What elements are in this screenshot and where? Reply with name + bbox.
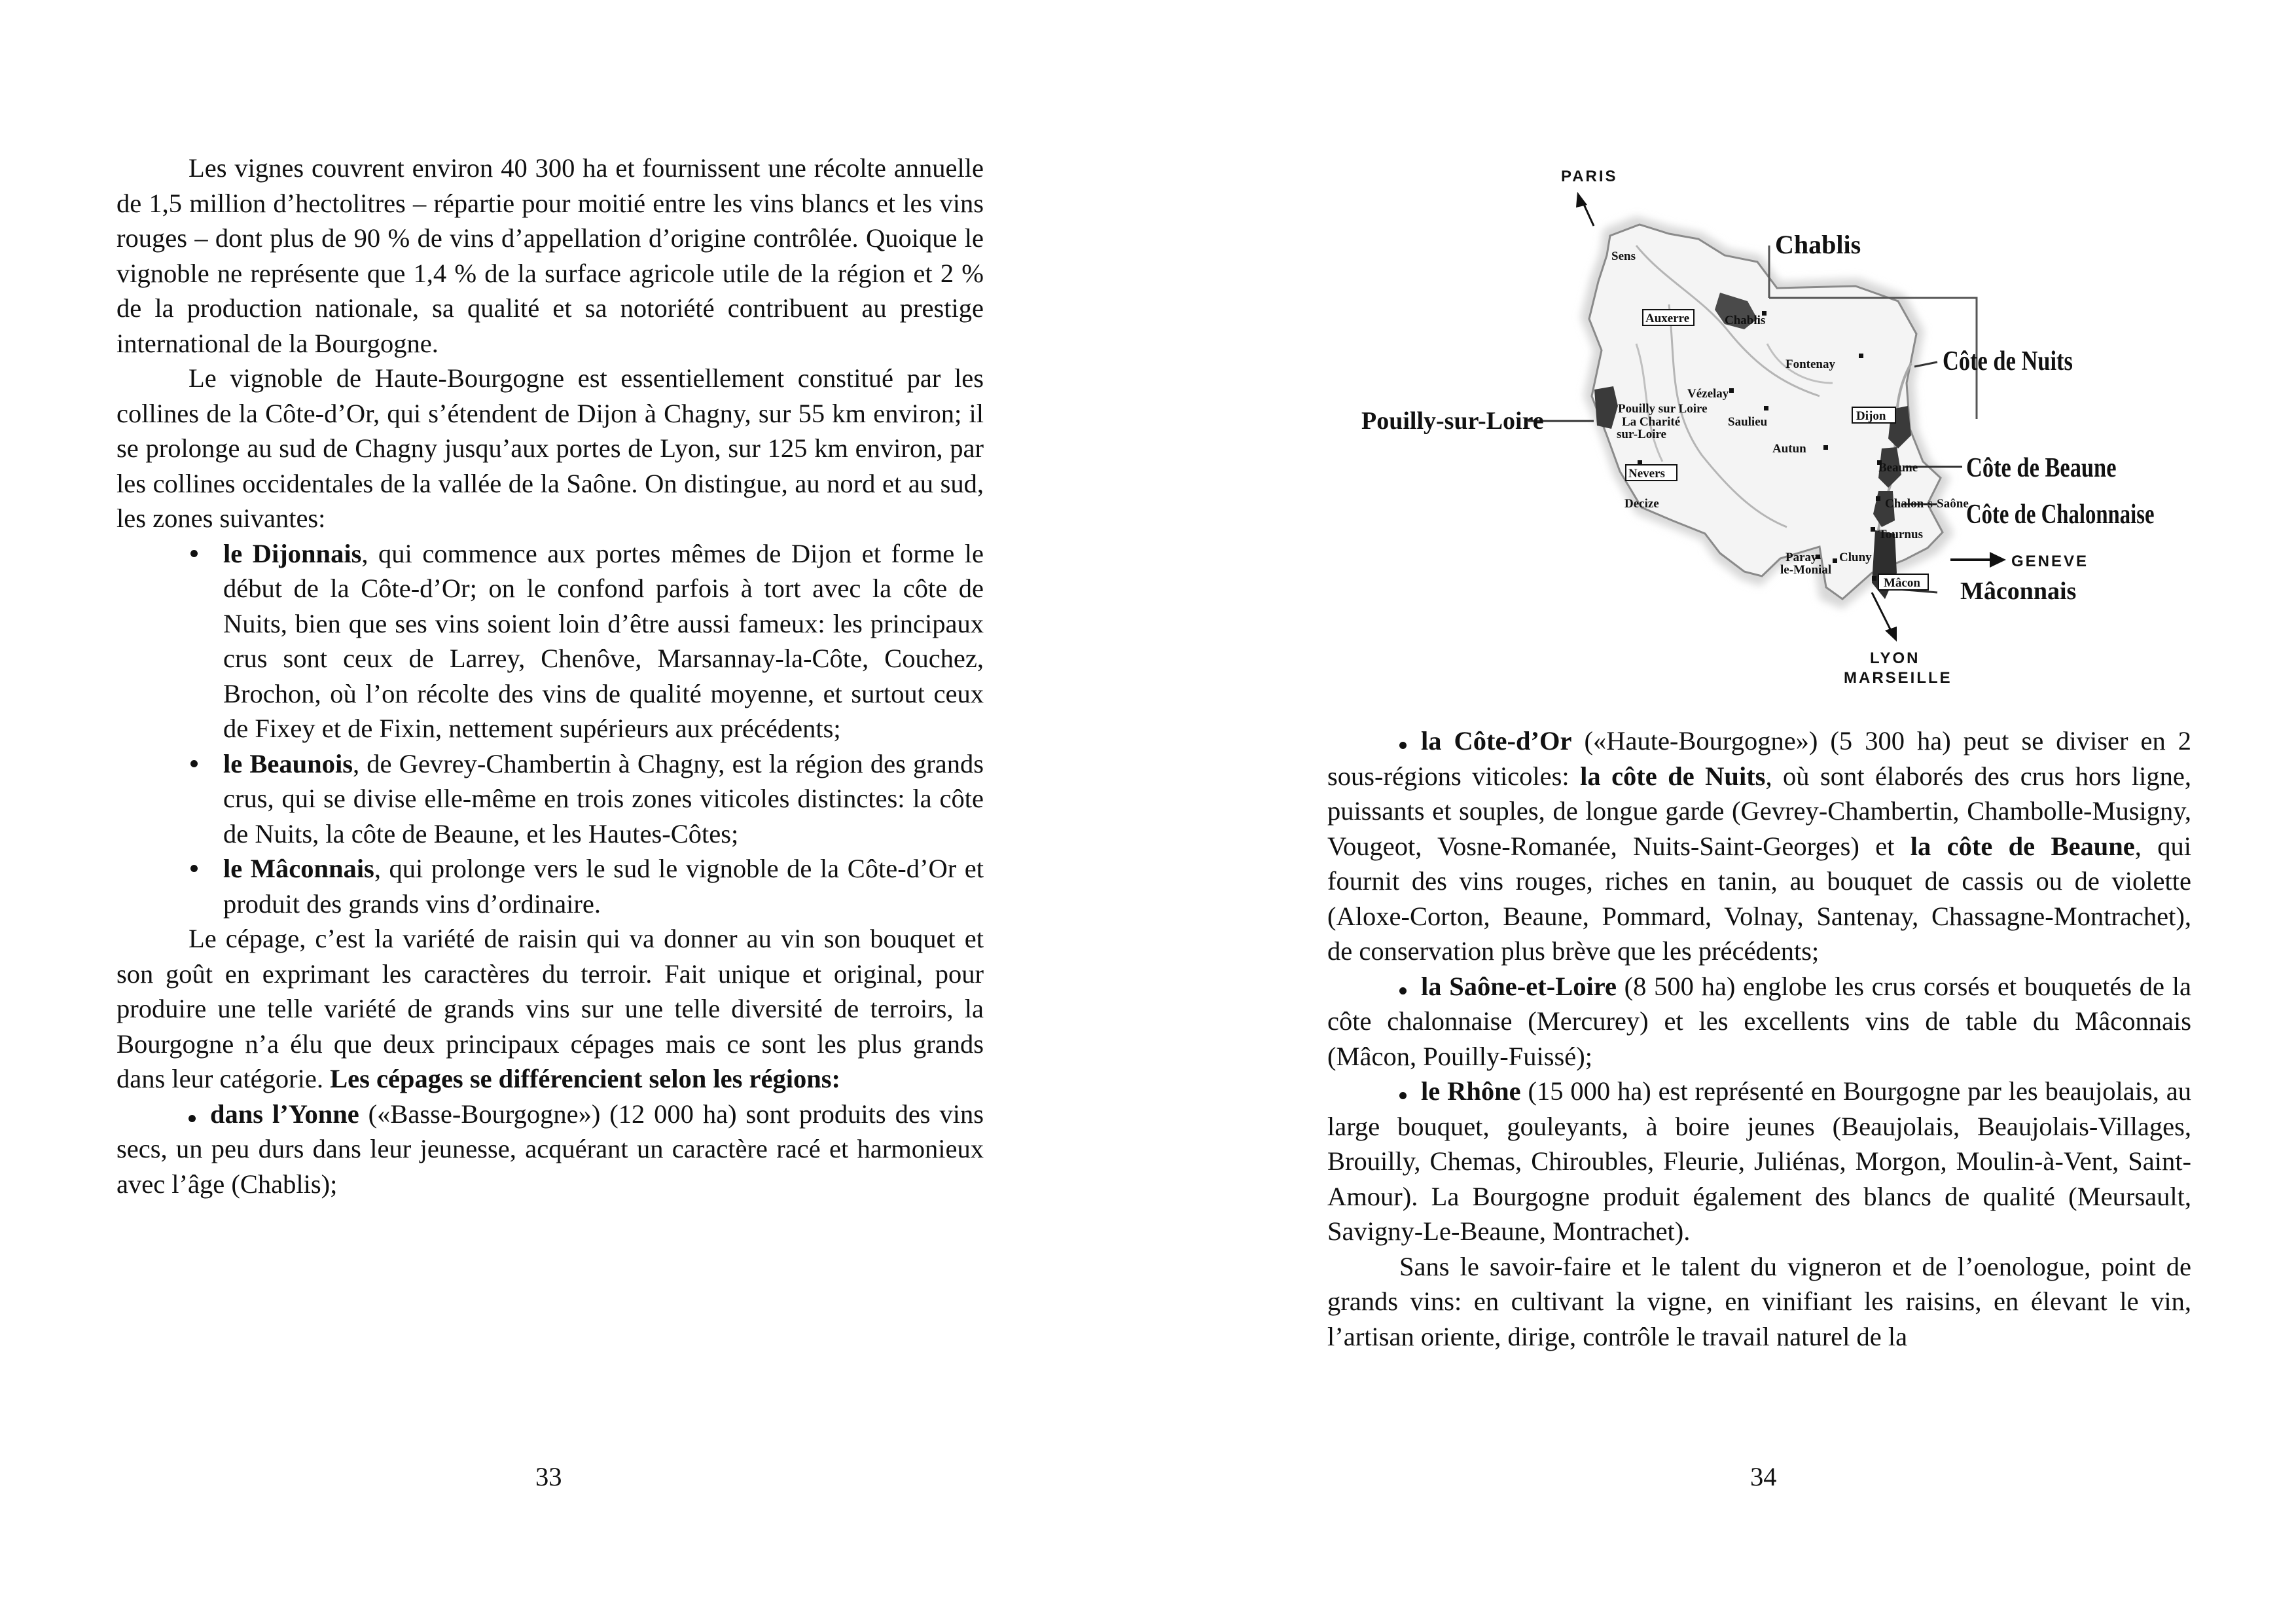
geneve-label: GENEVE xyxy=(2011,553,2089,570)
bullet-icon xyxy=(190,760,198,767)
cote-de-beaune-label: la côte de Beaune xyxy=(1910,831,2135,861)
town-la-charite: La Charité xyxy=(1622,415,1681,429)
text-run: («Haute-Bourgogne») (5 300 ha) peut se diviser en 2 sous-régions viticoles: xyxy=(1327,726,2191,791)
zone-description: , qui commence aux portes mêmes de Dijon et forme le début de la Côte-d’Or; on le confond parfois à tort avec la côte de Nuits, bien que ses vins soient loin d’être aussi fameux: les principaux crus sont ceux de Larrey, Chenôve, Marsannay-la-Côte, Couchez, Brochon, où l’on récolte des vins de qualité moyenne, et surtout ceux de Fixey et de Fixin, nettement supérieurs aux précédents; xyxy=(223,538,984,743)
zones-list xyxy=(117,536,984,922)
cote-de-nuits-label: Côte de Nuits xyxy=(1943,346,2073,376)
lyon-arrow xyxy=(1872,593,1892,632)
yonne-text: («Basse-Bourgogne») (12 000 ha) sont produits des vins secs, un peu durs dans leur jeunesse, acquérant un caractère racé et harmonieux avec l’âge (Chablis); xyxy=(117,1099,984,1199)
lyon-arrowhead xyxy=(1885,627,1897,642)
marseille-label: MARSEILLE xyxy=(1844,669,1952,687)
zone-description: , de Gevrey-Chambertin à Chagny, est la région des grands crus, qui se divise elle-même en trois zones viticoles distinctes: la côte de Nuits, la côte de Beaune, et les Hautes-Côtes; xyxy=(223,748,984,848)
maconnais-region-label: Mâconnais xyxy=(1960,577,2077,605)
pouilly-region-label: Pouilly-sur-Loire xyxy=(1361,407,1544,435)
right-page-text xyxy=(1327,723,2191,1354)
paragraph-haute-bourgogne: Le vignoble de Haute-Bourgogne est essentiellement constitué par les collines de la Côte-d’Or, qui s’étendent de Dijon à Chagny, sur 55 km environ; il se prolonge au sud de Chagny jusqu’aux portes de Lyon, sur 125 km environ, par les collines occidentales de la vallée de la Saône. On distingue, au nord et au sud, les zones suivantes: xyxy=(117,363,984,533)
paragraph-savoir-faire: Sans le savoir-faire et le talent du vigneron et de l’oenologue, point de grands vins: en cultivant la vigne, en vinifiant les raisins, en élevant le vin, l’artisan oriente, dirige, contrôle le travail naturel de la xyxy=(1327,1251,2191,1351)
left-page-text xyxy=(117,151,984,1201)
list-item xyxy=(223,851,984,921)
bullet-icon xyxy=(1399,1092,1407,1099)
zone-name: le Beaunois xyxy=(223,748,353,778)
town-autun: Autun xyxy=(1772,442,1806,456)
chablis-region-label: Chablis xyxy=(1775,230,1861,259)
town-fontenay: Fontenay xyxy=(1785,357,1835,371)
lyon-label: LYON xyxy=(1870,649,1920,667)
text-run: (8 500 ha) englobe les crus corsés et bouquetés de la côte chalonnaise (Mercurey) et les excellents vins de table du Mâconnais (Mâcon, Pouilly-Fuissé); xyxy=(1327,971,2191,1071)
bullet-icon xyxy=(1399,987,1407,994)
text-run: (15 000 ha) est représenté en Bourgogne par les beaujolais, au large bouquet, gouleyants, à boire jeunes (Beaujolais, Beaujolais-Villages, Brouilly, Chemas, Chiroubles, Fleurie, Juliénas, Morgon, Moulin-à-Vent, Saint-Amour). La Bourgogne produit également des blancs de qualité (Meursault, Savigny-Le-Beaune, Montrachet). xyxy=(1327,1076,2192,1246)
town-pouilly: Pouilly sur Loire xyxy=(1618,402,1708,416)
page-number-right: 34 xyxy=(1750,1462,1777,1491)
zone-description: , qui prolonge vers le sud le vignoble de la Côte-d’Or et produit des grands vins d’ordinaire. xyxy=(223,854,984,919)
bullet-icon xyxy=(190,550,198,557)
cepage-heading: Les cépages se différencient selon les régions: xyxy=(330,1064,840,1093)
town-nevers: Nevers xyxy=(1628,467,1665,481)
paragraph-cepage xyxy=(117,921,984,1097)
paris-label: PARIS xyxy=(1561,168,1618,185)
town-beaune: Beaune xyxy=(1878,461,1918,475)
paragraph-saone-et-loire xyxy=(1327,969,2191,1074)
yonne-label: dans l’Yonne xyxy=(210,1099,359,1129)
list-item xyxy=(223,746,984,852)
town-dijon: Dijon xyxy=(1856,409,1886,423)
town-la-charite-2: sur-Loire xyxy=(1617,428,1666,441)
paragraph-rhone xyxy=(1327,1074,2191,1249)
town-vezelay: Vézelay xyxy=(1687,387,1729,401)
town-paray-2: le-Monial xyxy=(1780,563,1832,577)
town-cluny: Cluny xyxy=(1839,551,1872,564)
cote-dor-label: la Côte-d’Or xyxy=(1421,726,1572,756)
paragraph-yonne xyxy=(117,1097,984,1202)
rhone-label: le Rhône xyxy=(1421,1076,1521,1106)
town-auxerre: Auxerre xyxy=(1645,312,1690,325)
town-macon: Mâcon xyxy=(1884,576,1920,590)
bullet-icon xyxy=(1399,742,1407,749)
paris-arrowhead xyxy=(1576,192,1587,208)
paragraph-vineyard-area: Les vignes couvrent environ 40 300 ha et fournissent une récolte annuelle de 1,5 million d’hectolitres – répartie pour moitié entre les vins blancs et les vins rouges – dont plus de 90 % de vins d’appellation d’origine contrôlée. Quoique le vignoble ne représente que 1,4 % de la surface agricole utile de la région et 2 % de la production nationale, sa qualité et sa notoriété contribuent au prestige international de la Bourgogne. xyxy=(117,153,984,358)
zone-name: le Dijonnais xyxy=(223,538,362,568)
bullet-icon xyxy=(188,1115,196,1122)
list-item xyxy=(223,536,984,746)
bullet-icon xyxy=(190,865,198,872)
text-run: , qui fournit des vins rouges, riches en tanin, au bouquet de cassis ou de violette (Aloxe-Corton, Beaune, Pommard, Volnay, Santenay, Chassagne-Montrachet), de conservation plus brève que les précédents; xyxy=(1327,831,2191,966)
town-decize: Decize xyxy=(1624,497,1659,511)
text-run: , où sont élaborés des crus hors ligne, puissants et souples, de longue garde (Gevrey-Chambertin, Chambolle-Musigny, Vougeot, Vosne-Romanée, Nuits-Saint-Georges) et xyxy=(1327,761,2191,861)
saone-et-loire-label: la Saône-et-Loire xyxy=(1421,971,1617,1001)
cepage-text: Le cépage, c’est la variété de raisin qui va donner au vin son bouquet et son goût en exprimant les caractères du terroir. Fait unique et original, pour produire une telle variété de grands vins sur une telle diversité de terroirs, la Bourgogne n’a élu que deux principaux cépages mais ce sont les plus grands dans leur catégorie. xyxy=(117,924,984,1093)
zone-name: le Mâconnais xyxy=(223,854,374,883)
town-tournus: Tournus xyxy=(1878,528,1923,541)
page-number-left: 33 xyxy=(535,1462,562,1491)
geneve-arrowhead xyxy=(1990,552,2006,568)
cote-de-beaune-label: Côte de Beaune xyxy=(1966,452,2117,483)
town-sens: Sens xyxy=(1611,249,1636,263)
cote-chalonnaise-label: Côte de Chalonnaise xyxy=(1966,499,2155,530)
town-paray: Paray- xyxy=(1785,551,1821,564)
cote-de-nuits-label: la côte de Nuits xyxy=(1580,761,1766,791)
town-chablis: Chablis xyxy=(1725,314,1766,327)
town-saulieu: Saulieu xyxy=(1728,415,1768,429)
town-chalon: Chalon-s-Saône xyxy=(1885,497,1969,511)
paragraph-cote-dor xyxy=(1327,723,2191,969)
burgundy-wine-map xyxy=(1361,147,2179,697)
